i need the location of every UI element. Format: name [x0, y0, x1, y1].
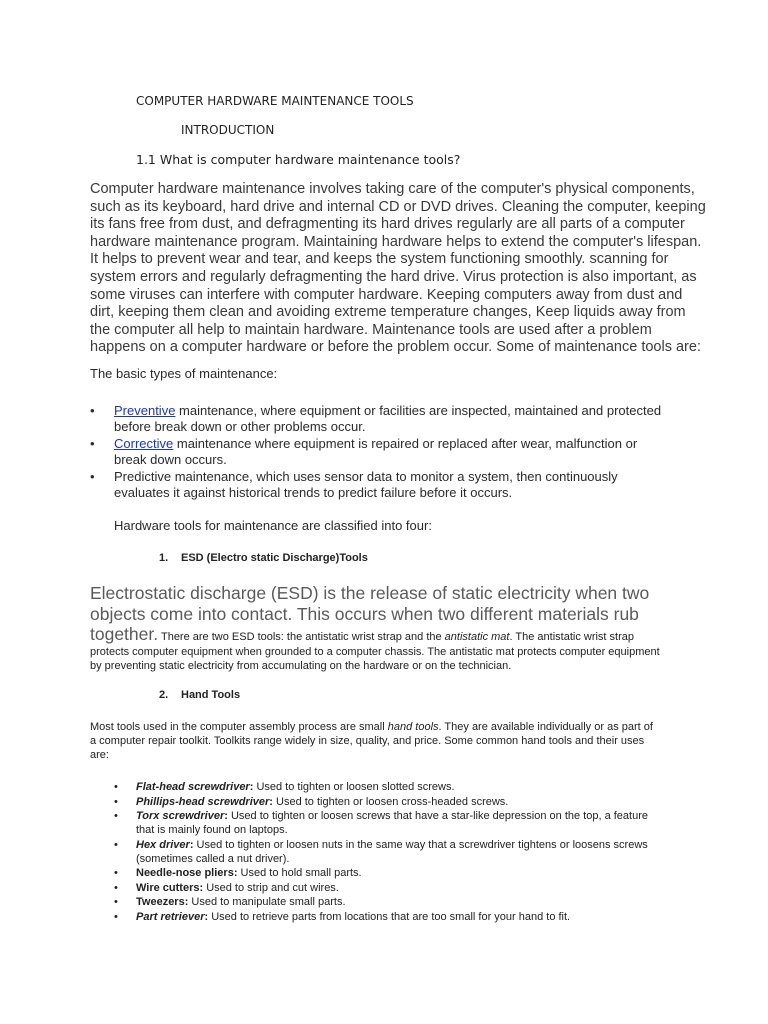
- bullet-icon: •: [114, 810, 118, 822]
- list-item-text: evaluates it against historical trends to predict failure before it occurs.: [114, 485, 513, 500]
- esd-small-text: There are two ESD tools: the antistatic wrist strap and the: [158, 631, 445, 643]
- maintenance-types-list: [90, 403, 690, 502]
- hand-tools-paragraph: [90, 720, 750, 763]
- classified-label: Hardware tools for maintenance are classified into four:: [114, 518, 432, 533]
- tool-name: Needle-nose pliers:: [136, 867, 238, 879]
- tool-desc: Used to hold small parts.: [237, 867, 362, 879]
- tool-desc: Used to retrieve parts from locations that are too small for your hand to fit.: [208, 910, 571, 923]
- hand-para-line: a computer repair toolkit. Toolkits range widely in size, quality, and price. Some common hand tools and their uses: [90, 735, 645, 748]
- esd-big-line: objects come into contact. This occurs when two different materials rub: [90, 603, 639, 624]
- list-item-text: Predictive maintenance, which uses sensor data to monitor a system, then continuously: [114, 469, 618, 484]
- esd-big-line: together.: [90, 624, 159, 644]
- tool-name: Tweezers:: [136, 896, 189, 908]
- intro-line: It helps to prevent wear and tear, and keeps the system functioning smoothly. scanning for: [90, 251, 669, 268]
- list-item-text: before break down or other problems occur.: [114, 419, 366, 434]
- esd-small-line: protects computer equipment when grounded to a computer chassis. The antistatic mat protects computer equipment: [90, 646, 660, 658]
- list-item: [90, 436, 690, 469]
- esd-small-emphasis: antistatic mat: [444, 631, 510, 643]
- list-item: [90, 403, 690, 436]
- esd-big-line: Electrostatic discharge (ESD) is the release of static electricity when two: [90, 583, 650, 603]
- bullet-icon: •: [90, 469, 95, 484]
- tool-desc-line2: that is mainly found on laptops.: [136, 824, 288, 837]
- hand-para-line: are:: [90, 749, 109, 762]
- corrective-link[interactable]: Corrective: [114, 436, 174, 451]
- tool-sep: :: [204, 910, 209, 923]
- hand-tools-heading-number: 2.: [159, 689, 169, 701]
- list-item: [90, 469, 690, 502]
- intro-paragraph: [90, 181, 750, 357]
- tool-sep: :: [269, 795, 273, 808]
- hand-para-text: Most tools used in the computer assembly process are small: [90, 721, 388, 733]
- tool-name: Part retriever: [136, 910, 205, 923]
- intro-line: hardware maintenance program. Maintaining hardware helps to extend the computer's lifespan.: [90, 233, 702, 250]
- document-title: COMPUTER HARDWARE MAINTENANCE TOOLS: [136, 94, 414, 108]
- tool-desc: Used to tighten or loosen cross-headed screws.: [272, 795, 509, 808]
- intro-line: happens on a computer hardware or before the problem occur. Some of maintenance tools are:: [90, 339, 701, 356]
- tool-desc: Used to tighten or loosen slotted screws.: [253, 781, 455, 793]
- hand-tools-heading: Hand Tools: [181, 689, 241, 701]
- esd-heading: ESD (Electro static Discharge)Tools: [181, 552, 368, 564]
- bullet-icon: •: [114, 881, 118, 894]
- basic-types-label: The basic types of maintenance:: [90, 366, 278, 381]
- list-item: [114, 895, 714, 910]
- tool-sep: :: [249, 781, 254, 793]
- list-item-text: break down occurs.: [114, 452, 227, 467]
- list-item: [114, 809, 714, 838]
- list-item: [114, 866, 714, 881]
- list-item: [114, 838, 714, 867]
- list-item-text: maintenance, where equipment or facilities are inspected, maintained and protected: [175, 403, 662, 418]
- tool-desc: Used to tighten or loosen nuts in the same way that a screwdriver tightens or loosens screws: [193, 838, 648, 851]
- tool-name: Hex driver: [136, 838, 190, 851]
- list-item: [114, 910, 714, 925]
- list-item-text: maintenance where equipment is repaired or replaced after wear, malfunction or: [173, 436, 638, 451]
- intro-line: Computer hardware maintenance involves taking care of the computer's physical components,: [90, 181, 695, 197]
- tool-name: Phillips-head screwdriver: [136, 795, 270, 808]
- tools-list: [114, 780, 714, 924]
- hand-para-text: . They are available individually or as part of: [438, 721, 653, 733]
- bullet-icon: •: [114, 867, 118, 879]
- bullet-icon: •: [90, 436, 95, 451]
- bullet-icon: •: [114, 795, 118, 808]
- intro-line: the computer all help to maintain hardware. Maintenance tools are used after a problem: [90, 321, 652, 338]
- esd-small-line: by preventing static electricity from accumulating on the hardware or on the technician.: [90, 660, 512, 673]
- intro-line: such as its keyboard, hard drive and internal CD or DVD drives. Cleaning the computer, keeping: [90, 198, 706, 215]
- intro-line: its fans free from dust, and defragmenting its hard drives regularly are all parts of a computer: [90, 216, 685, 233]
- intro-line: some viruses can interfere with computer hardware. Keeping computers away from dust and: [90, 286, 683, 303]
- preventive-link[interactable]: Preventive: [114, 403, 176, 418]
- tool-sep: :: [189, 838, 194, 851]
- tool-desc: Used to manipulate small parts.: [188, 896, 346, 908]
- tool-sep: :: [224, 810, 228, 822]
- list-item: [114, 795, 714, 810]
- bullet-icon: •: [114, 910, 118, 923]
- tool-desc-line2: (sometimes called a nut driver).: [136, 852, 290, 865]
- section-heading-1-1: 1.1 What is computer hardware maintenance tools?: [136, 152, 461, 167]
- intro-heading: INTRODUCTION: [181, 123, 275, 137]
- tool-name: Torx screwdriver: [136, 810, 225, 822]
- bullet-icon: •: [114, 781, 118, 793]
- tool-desc: Used to tighten or loosen screws that have a star-like depression on the top, a feature: [227, 810, 648, 822]
- hand-para-emphasis: hand tools: [387, 721, 439, 733]
- esd-heading-number: 1.: [159, 552, 169, 564]
- list-item: [114, 881, 714, 896]
- list-item: [114, 780, 714, 795]
- esd-paragraph: [90, 583, 750, 673]
- esd-small-text: . The antistatic wrist strap: [509, 631, 634, 643]
- tool-name: Wire cutters:: [136, 881, 204, 894]
- bullet-icon: •: [114, 838, 118, 851]
- intro-line: system errors and regularly defragmenting the hard drive. Virus protection is also important, as: [90, 268, 697, 285]
- tool-desc: Used to strip and cut wires.: [203, 881, 339, 894]
- intro-line: dirt, keeping them clean and avoiding extreme temperature changes, Keep liquids away from: [90, 304, 686, 321]
- bullet-icon: •: [114, 896, 118, 908]
- tool-name: Flat-head screwdriver: [136, 781, 250, 793]
- bullet-icon: •: [90, 403, 95, 418]
